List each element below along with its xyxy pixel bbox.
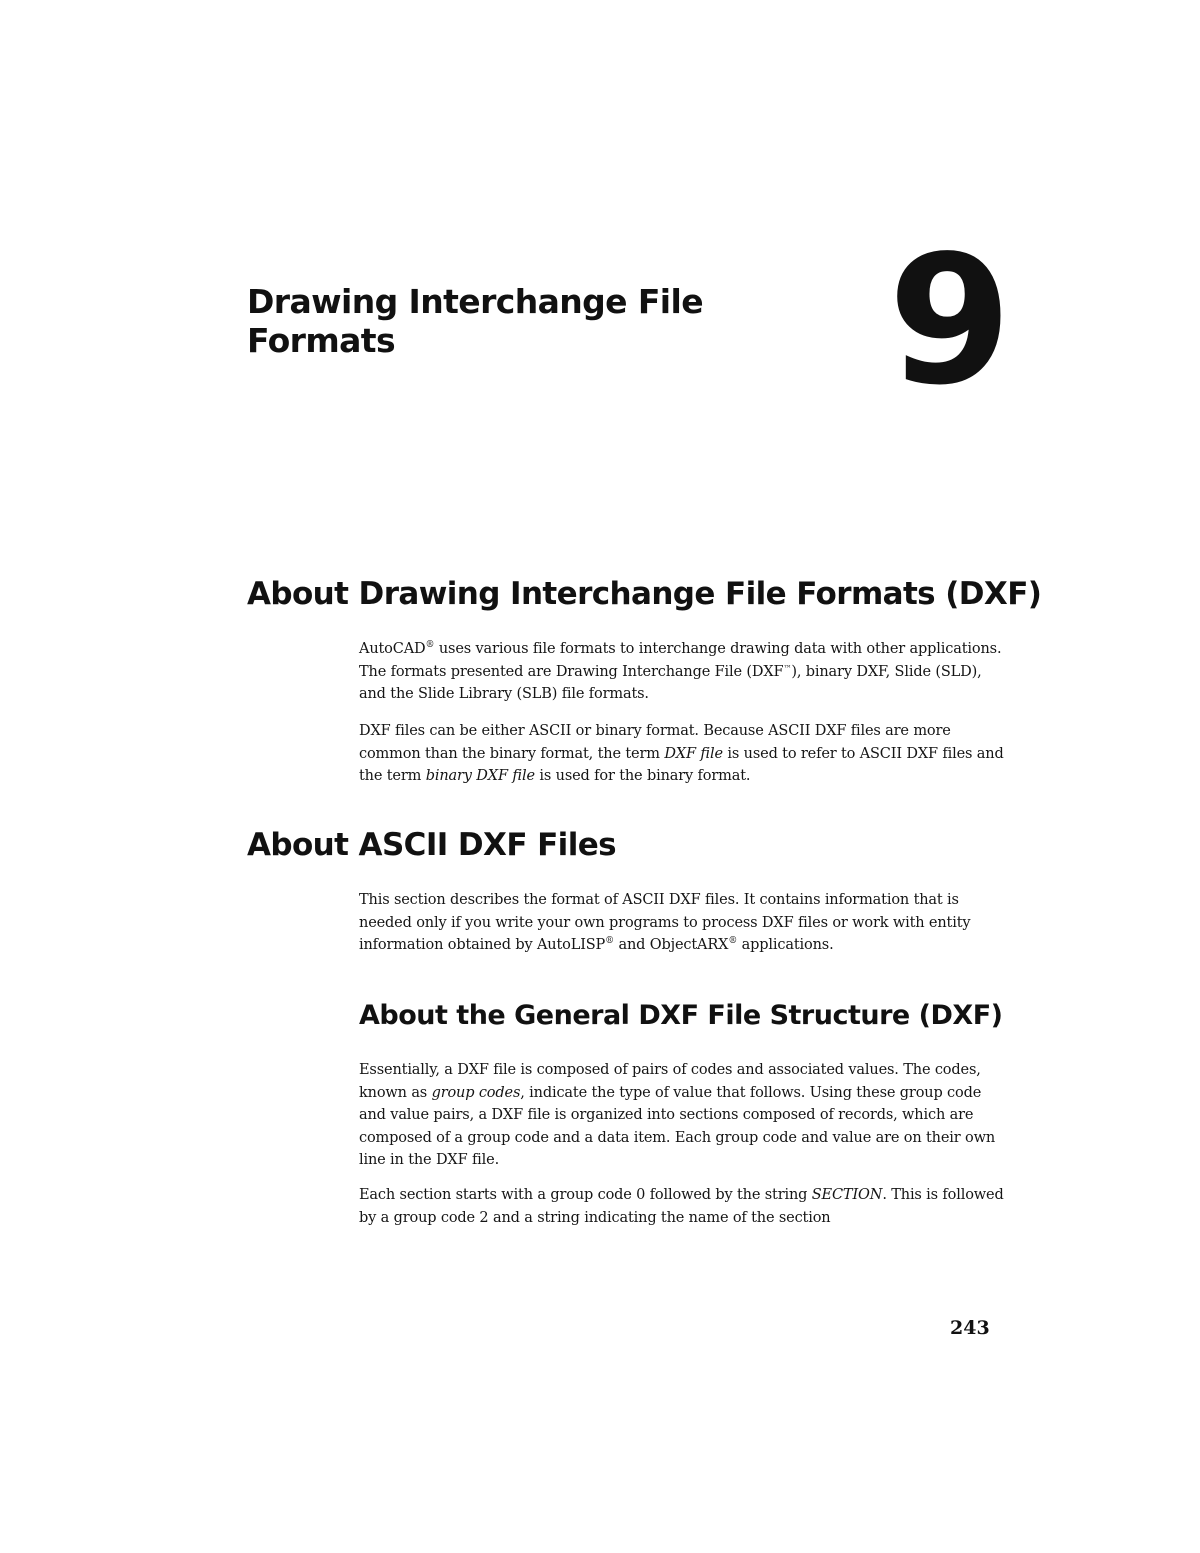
- text-run: , indicate the type of value that follows. Using these group code and value pairs, a DXF file is organized into sections composed of records, which are composed of a group code and a data item. Each group code and value are on their own line in the DXF file.: [359, 1084, 996, 1169]
- paragraph-dxf-formats: [359, 720, 1004, 788]
- chapter-title-line-1: Drawing Interchange File: [247, 282, 703, 321]
- emphasis-dxf-file: DXF file: [664, 745, 723, 762]
- text-run: is used to refer to ASCII DXF files and the term: [359, 745, 1004, 785]
- trademark-mark: ™: [783, 663, 792, 673]
- text-run: uses various file formats to interchange drawing data with other applications. The formats presented are Drawing Interchange File (DXF: [359, 641, 1002, 680]
- emphasis-binary-dxf-file: binary DXF file: [425, 768, 535, 785]
- chapter-title-line-2: Formats: [247, 321, 396, 360]
- paragraph-ascii-dxf: [359, 889, 1004, 957]
- text-run: Each section starts with a group code 0 followed by the string: [359, 1187, 812, 1203]
- emphasis-group-codes: group codes: [431, 1084, 521, 1101]
- chapter-title: [247, 282, 807, 360]
- chapter-number: 9: [888, 217, 1008, 424]
- registered-mark: ®: [728, 936, 738, 947]
- text-run: DXF files can be either ASCII or binary format. Because ASCII DXF files are more common than the binary format, the term: [359, 723, 951, 762]
- emphasis-section-string: SECTION: [811, 1187, 883, 1203]
- text-run: applications.: [737, 937, 834, 954]
- paragraph-group-codes: [359, 1059, 1004, 1172]
- text-run: and ObjectARX: [614, 937, 729, 954]
- section-heading-about-dxf: About Drawing Interchange File Formats (DXF): [247, 576, 1042, 612]
- paragraph-dxf-intro: [359, 638, 1004, 706]
- registered-mark: ®: [605, 936, 615, 947]
- registered-mark: ®: [425, 640, 435, 650]
- paragraph-section-start: [359, 1184, 1004, 1229]
- text-run: is used for the binary format.: [534, 768, 751, 785]
- text-run: ), binary DXF, Slide (SLD), and the Slide Library (SLB) file formats.: [359, 663, 982, 703]
- text-run: Essentially, a DXF file is composed of pairs of codes and associated values. The codes, known as: [359, 1062, 981, 1101]
- text-run: AutoCAD: [359, 641, 426, 657]
- text-run: . This is followed by a group code 2 and a string indicating the name of the section: [359, 1187, 1004, 1226]
- page-number: 243: [950, 1317, 990, 1339]
- section-heading-ascii-dxf: About ASCII DXF Files: [247, 827, 616, 863]
- text-run: This section describes the format of ASCII DXF files. It contains information that is needed only if you write your own programs to process DXF files or work with entity information obtained by AutoLISP: [359, 892, 971, 954]
- subsection-heading-file-structure: About the General DXF File Structure (DXF): [359, 1000, 1003, 1031]
